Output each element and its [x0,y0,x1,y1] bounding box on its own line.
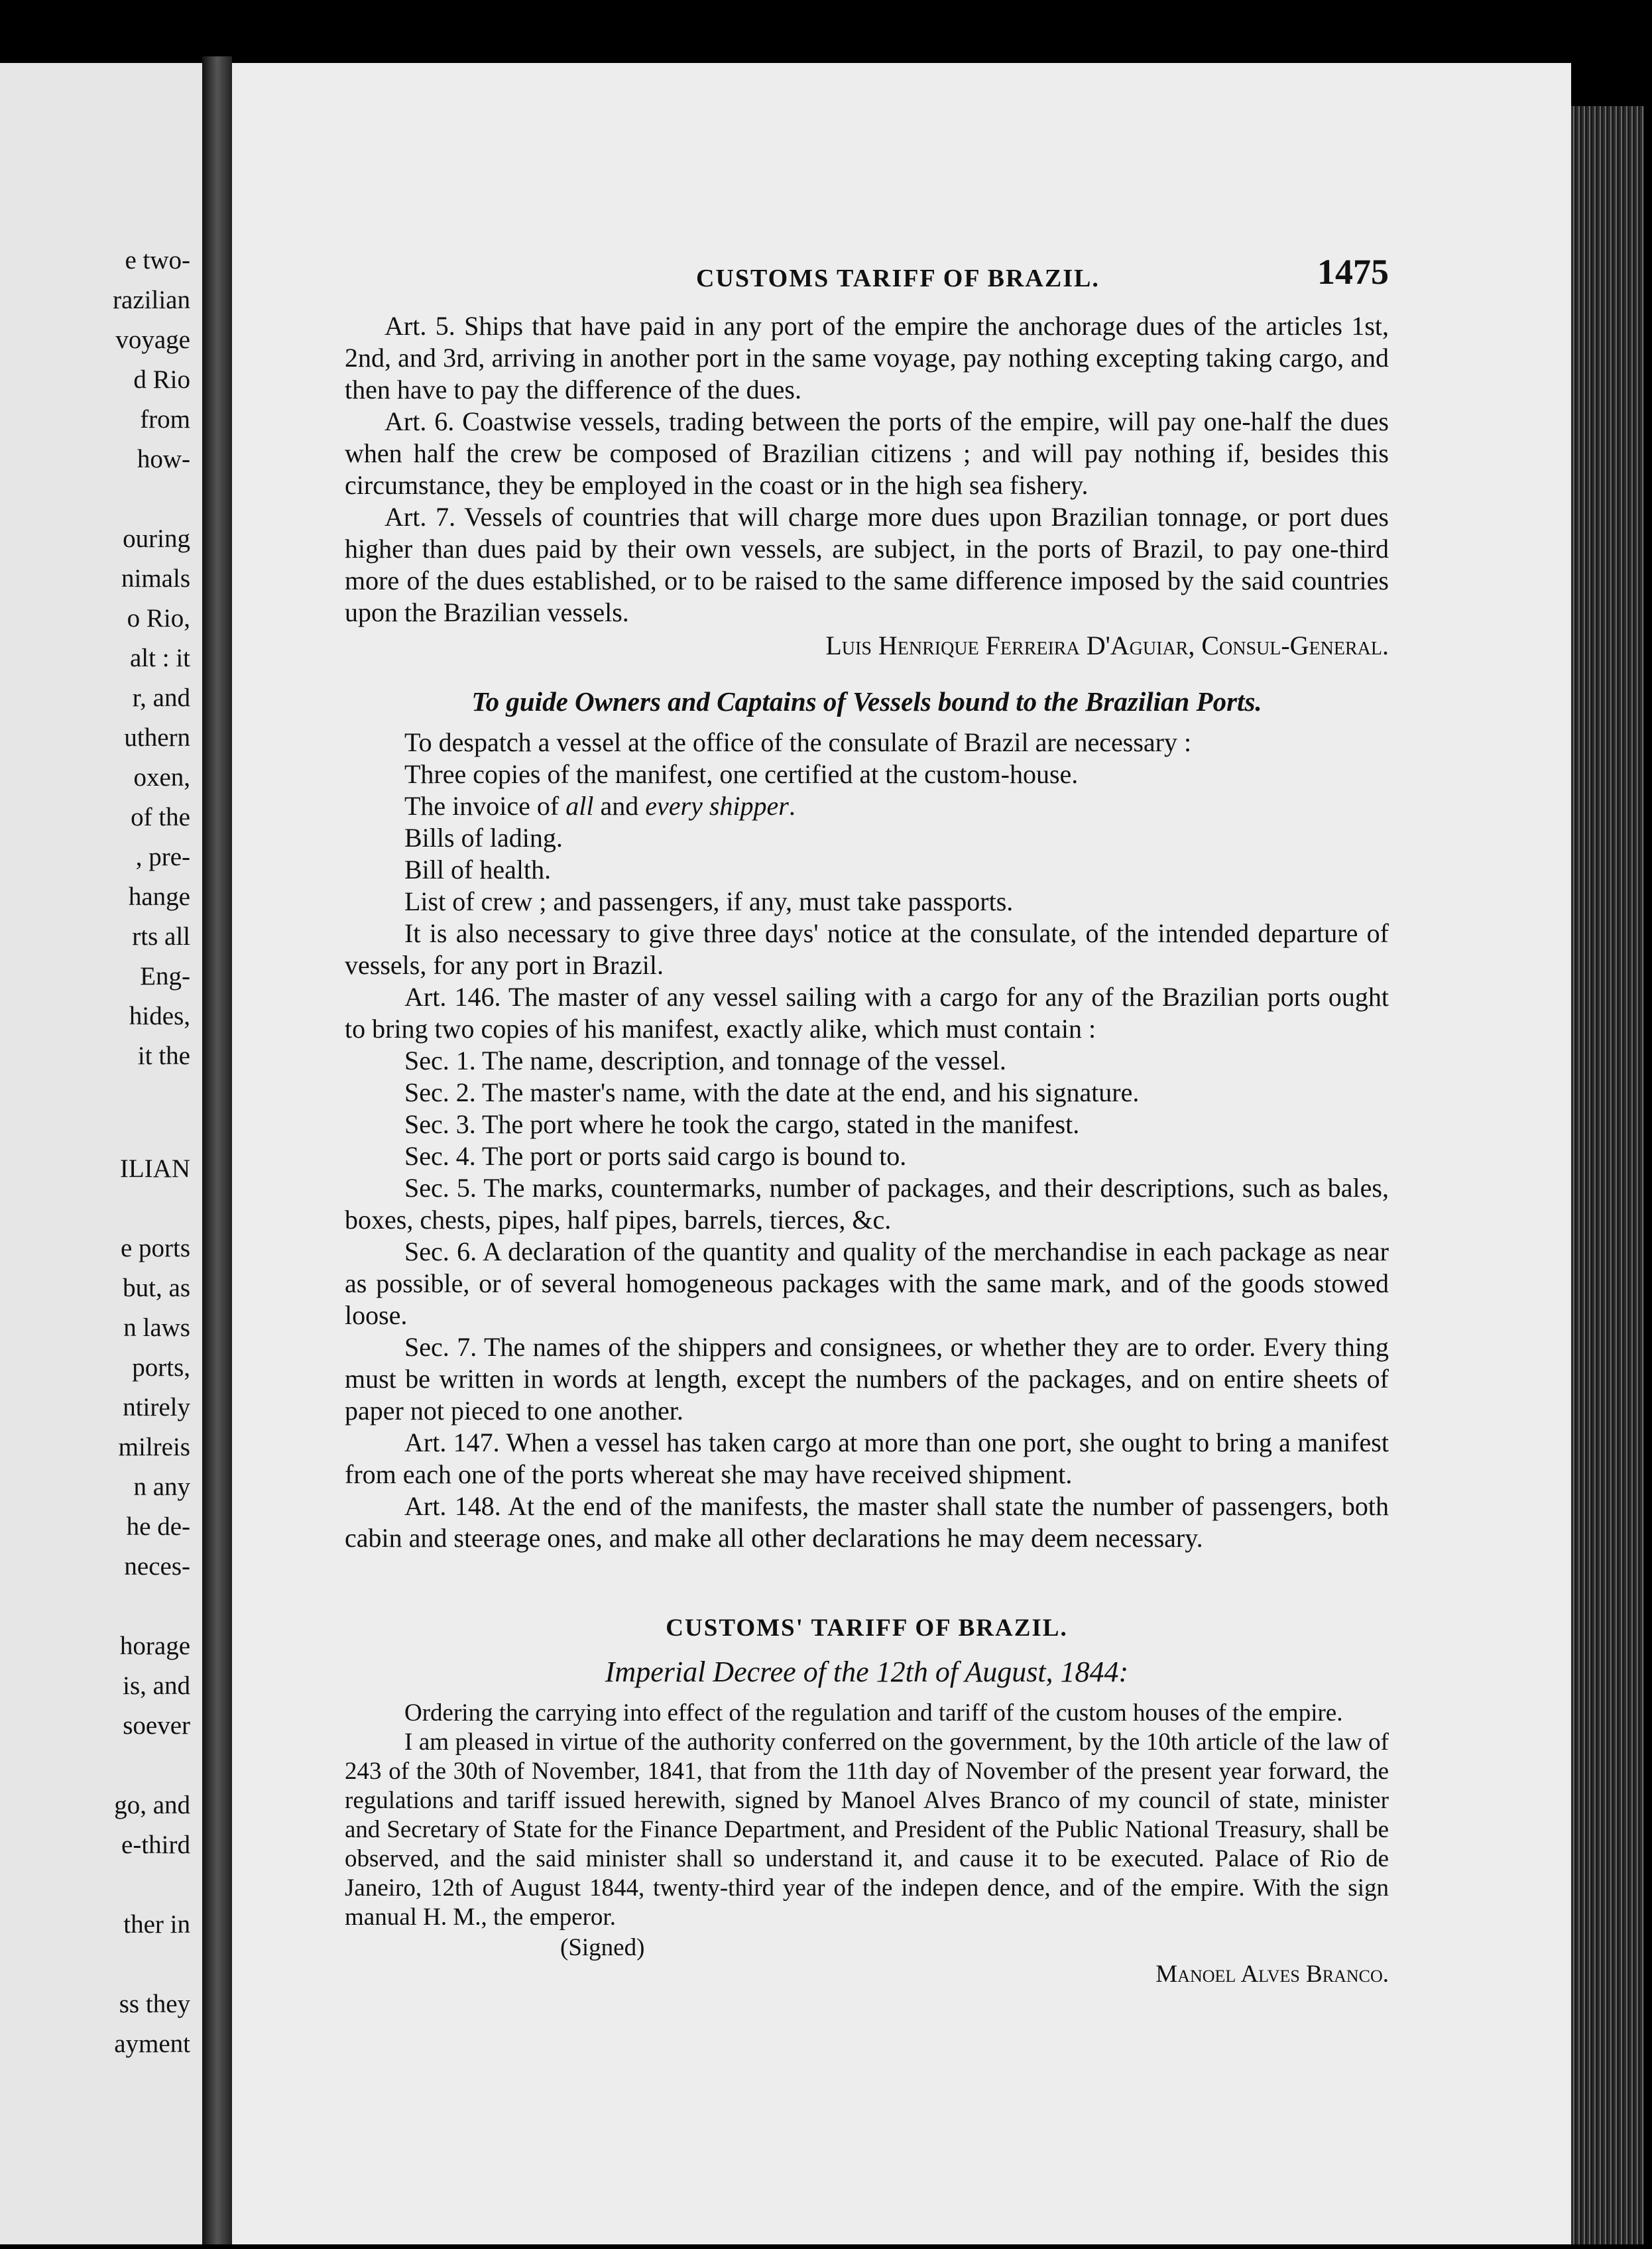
article-6: Art. 6. Coastwise vessels, trading between the ports of the empire, will pay one-half the dues when half the crew be composed of Brazilian citizens ; and will pay nothing if, besides this circumstance, they be employed in the coast or in the high sea fishery. [345,406,1389,500]
decree-body: I am pleased in virtue of the authority conferred on the government, by the 10th article of the law of 243 of the 30th of November, 1841, that from the 11th day of November of the present year forward, the regulations and tariff issued herewith, signed by Manoel Alves Branco of my council of state, minister and Secretary of State for the Finance Department, and President of the Public National Treasury, shall be observed, and the said minister shall so understand it, and cause it to be executed. Palace of Rio de Janeiro, 12th of August 1844, twenty-third year of the indepen dence, and of the empire. With the sign manual H. M., the emperor. [345,1729,1389,1931]
book-gutter [202,56,232,2244]
section-4: Sec. 4. The port or ports said cargo is bound to. [404,1141,907,1171]
left-page-line: n laws [123,1313,190,1342]
left-page-line: voyage [115,326,190,354]
decree-order: Ordering the carrying into effect of the regulation and tariff of the custom houses of the empire. [404,1699,1343,1727]
left-page-line: razilian [113,286,190,314]
guide-intro: To despatch a vessel at the office of the consulate of Brazil are necessary : [404,727,1192,757]
notice-paragraph: It is also necessary to give three days' notice at the consulate, of the intended departure of vessels, for any port in Brazil. [345,918,1389,980]
left-page-line: e two- [125,246,190,274]
left-page-line: ports, [132,1353,190,1382]
running-head [345,252,1389,310]
left-page-line: alt : it [130,644,190,672]
left-page-line: , pre- [135,843,190,871]
left-page-line: uthern [124,723,190,752]
signed-label: (Signed) [560,1934,645,1961]
page-content [345,252,1389,1988]
left-page-line: ayment [114,2030,190,2058]
left-page-line: o Rio, [127,604,190,633]
section-5: Sec. 5. The marks, countermarks, number of packages, and their descriptions, such as bales, boxes, chests, pipes, half pipes, barrels, tierces, &c. [345,1173,1389,1235]
section-3: Sec. 3. The port where he took the cargo, stated in the manifest. [404,1109,1080,1139]
left-page-line: e ports [120,1234,190,1262]
article-147: Art. 147. When a vessel has taken cargo at more than one port, she ought to bring a manifest from each one of the ports whereat she may have received shipment. [345,1428,1389,1489]
invoice-middle: and [593,791,646,821]
left-page-line: ss they [119,1990,190,2018]
left-page-fragment [0,63,202,2244]
left-page-line: hides, [129,1002,190,1030]
running-head-title: CUSTOMS TARIFF OF BRAZIL. [696,265,1100,292]
left-page-line: oxen, [133,763,190,792]
left-page-line: Eng- [140,962,190,991]
article-148: Art. 148. At the end of the manifests, the master shall state the number of passengers, both cabin and steerage ones, and make all other declarations he may deem necessary. [345,1491,1389,1553]
invoice-every: every shipper [645,791,789,821]
page-edges [1571,106,1644,2244]
article-5: Art. 5. Ships that have paid in any port of the empire the anchorage dues of the articles 1st, 2nd, and 3rd, arriving in another port in the same voyage, pay nothing excepting taking cargo, and then have to pay the difference of the dues. [345,311,1389,404]
left-page-line: he de- [126,1512,190,1541]
guide-heading: To guide Owners and Captains of Vessels bound to the Brazilian Ports. [471,686,1262,717]
invoice-suffix: . [788,791,796,821]
left-page-line: d Rio [133,365,190,394]
left-page-line: milreis [118,1433,190,1461]
guide-item: Bills of lading. [404,823,563,853]
section-title: CUSTOMS' TARIFF OF BRAZIL. [666,1614,1068,1642]
left-page-line: nimals [121,564,190,593]
left-page-line: from [140,405,190,434]
section-2: Sec. 2. The master's name, with the date at the end, and his signature. [404,1077,1140,1107]
invoice-all: all [565,791,594,821]
left-page-line: ILIAN [119,1154,190,1183]
section-7: Sec. 7. The names of the shippers and consignees, or whether they are to order. Every thing must be written in words at length, except the numbers of the packages, and on entire sheets of paper not pieced to one another. [345,1332,1389,1426]
left-page-line: n any [133,1473,190,1501]
left-page-line: horage [119,1632,190,1660]
left-page-line: e-third [121,1831,190,1859]
left-page-line: soever [123,1711,190,1740]
decree-heading: Imperial Decree of the 12th of August, 1844: [605,1656,1129,1688]
left-page-line: r, and [132,684,190,712]
left-page-line: hange [128,882,190,911]
left-page-line: how- [137,445,190,473]
article-7: Art. 7. Vessels of countries that will charge more dues upon Brazilian tonnage, or port dues higher than dues paid by their own vessels, are subject, in the ports of Brazil, to pay one-third more of the dues established, or to be raised to the same difference imposed by the said countries upon the Brazilian vessels. [345,502,1389,627]
left-page-line: ntirely [123,1393,190,1422]
guide-item: List of crew ; and passengers, if any, must take passports. [404,886,1014,916]
left-page-line: ouring [123,524,190,553]
section-6: Sec. 6. A declaration of the quantity and quality of the merchandise in each package as near as possible, or of several homogeneous packages with the same mark, and of the goods stowed loose. [345,1237,1389,1330]
invoice-prefix: The invoice of [404,791,566,821]
consul-signature: Luis Henrique Ferreira D'Aguiar, Consul-General. [825,631,1389,660]
left-page-line: neces- [124,1552,190,1581]
page-number: 1475 [1317,252,1389,292]
left-page-line: but, as [123,1274,190,1302]
left-page-line: ther in [123,1910,190,1939]
left-page-line: is, and [123,1672,190,1700]
section-1: Sec. 1. The name, description, and tonnage of the vessel. [404,1046,1006,1075]
final-signature: Manoel Alves Branco. [1155,1961,1389,1988]
guide-item: Three copies of the manifest, one certified at the custom-house. [404,759,1079,789]
left-page-line: it the [137,1042,190,1070]
left-page-line: rts all [132,922,190,951]
guide-item: Bill of health. [404,855,552,884]
invoice-line [345,790,1389,822]
article-146: Art. 146. The master of any vessel sailing with a cargo for any of the Brazilian ports ought to bring two copies of his manifest, exactly alike, which must contain : [345,982,1389,1044]
signature-block [345,1932,1389,1988]
left-page-line: of the [131,803,190,831]
left-page-line: go, and [114,1791,190,1819]
